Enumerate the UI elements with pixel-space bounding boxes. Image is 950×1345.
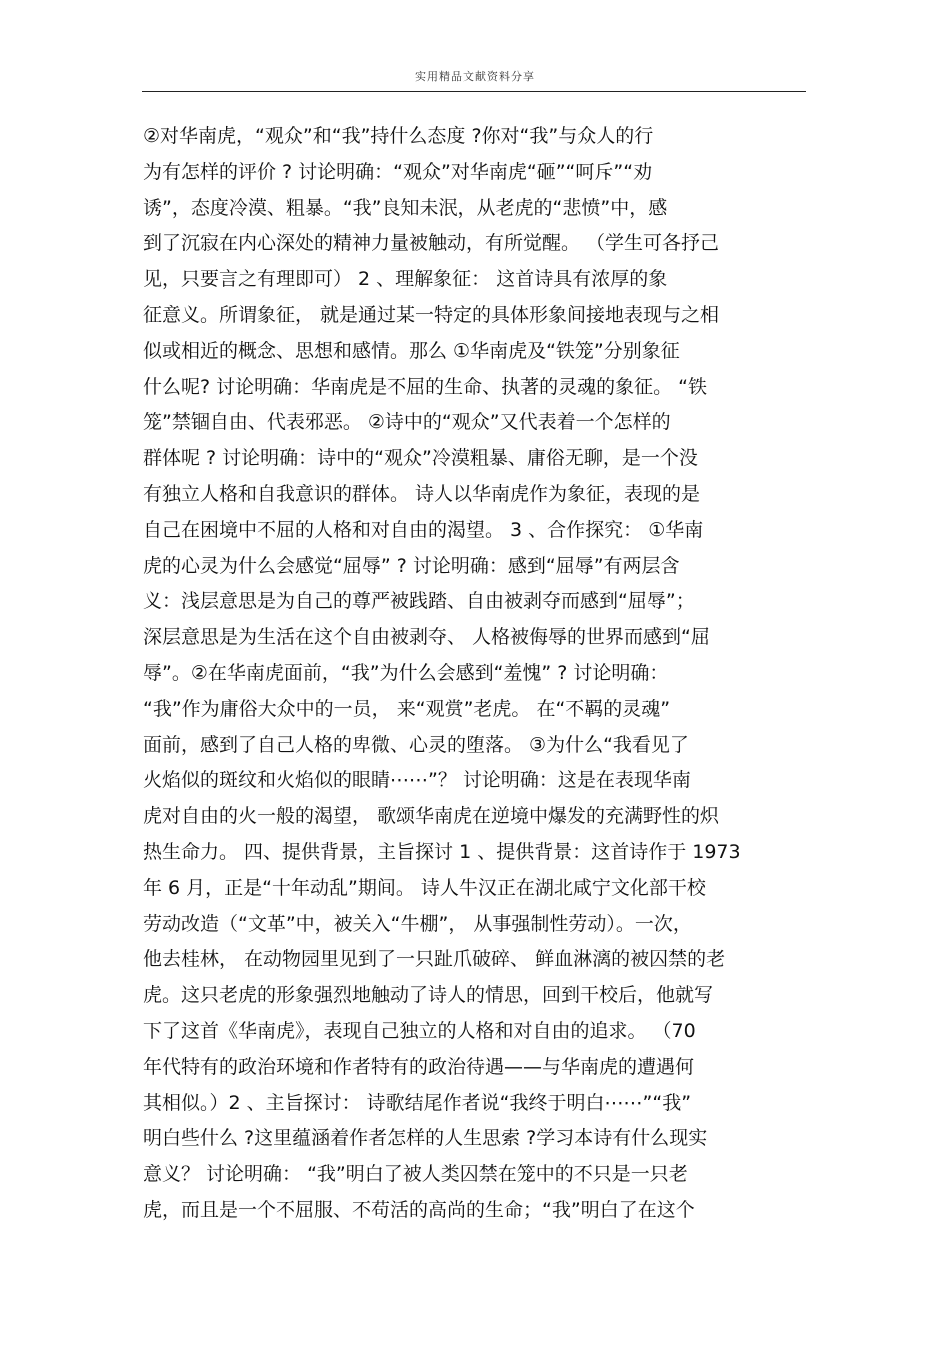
text-line: 他去桂林， 在动物园里见到了一只趾爪破碎、 鲜血淋漓的被囚禁的老 xyxy=(143,948,726,971)
text-line: 征意义。所谓象征， 就是通过某一特定的具体形象间接地表现与之相 xyxy=(143,303,720,326)
text-line: ②对华南虎，“观众”和“我”持什么态度 ?你对“我”与众人的行 xyxy=(143,125,654,147)
text-line: 什么呢? 讨论明确：华南虎是不屈的生命、执著的灵魂的象征。 “铁 xyxy=(143,375,708,398)
text-line: 意义？ 讨论明确： “我”明白了被人类囚禁在笼中的不只是一只老 xyxy=(143,1163,688,1186)
text-line: 笼”禁锢自由、代表邪恶。 ②诗中的“观众”又代表着一个怎样的 xyxy=(143,411,671,434)
text-line: 见，只要言之有理即可） 2 、理解象征： 这首诗具有浓厚的象 xyxy=(143,268,668,291)
text-line: 深层意思是为生活在这个自由被剥夺、 人格被侮辱的世界而感到“屈 xyxy=(143,626,710,649)
text-line: 义：浅层意思是为自己的尊严被践踏、自由被剥夺而感到“屈辱”； xyxy=(143,590,695,613)
header-divider xyxy=(142,91,806,92)
text-line: 年 6 月，正是“十年动乱”期间。 诗人牛汉正在湖北咸宁文化部干校 xyxy=(143,876,706,899)
text-line: 其相似。）2 、主旨探讨： 诗歌结尾作者说“我终于明白⋯⋯”“我” xyxy=(143,1091,692,1114)
text-line: 自己在困境中不屈的人格和对自由的渴望。 3 、合作探究： ①华南 xyxy=(143,518,704,541)
text-line: 为有怎样的评价 ? 讨论明确：“观众”对华南虎“砸”“呵斥”“劝 xyxy=(143,160,653,183)
text-line: 虎。这只老虎的形象强烈地触动了诗人的情思，回到干校后，他就写 xyxy=(143,984,714,1007)
text-line: 似或相近的概念、思想和感情。那么 ①华南虎及“铁笼”分别象征 xyxy=(143,339,680,362)
text-line: 到了沉寂在内心深处的精神力量被触动，有所觉醒。 （学生可各抒己 xyxy=(143,232,720,255)
text-line: 群体呢 ? 讨论明确：诗中的“观众”冷漠粗暴、庸俗无聊，是一个没 xyxy=(143,447,698,470)
text-line: 明白些什么 ?这里蕴涵着作者怎样的人生思索 ?学习本诗有什么现实 xyxy=(143,1127,708,1150)
text-line: 虎对自由的火一般的渴望， 歌颂华南虎在逆境中爆发的充满野性的炽 xyxy=(143,805,720,828)
text-line: 诱”，态度冷漠、粗暴。“我”良知未泯，从老虎的“悲愤”中，感 xyxy=(143,196,668,219)
text-line: 面前，感到了自己人格的卑微、心灵的堕落。 ③为什么“我看见了 xyxy=(143,733,689,756)
text-line: 虎的心灵为什么会感觉“屈辱” ? 讨论明确：感到“屈辱”有两层含 xyxy=(143,554,680,577)
text-line: 热生命力。 四、提供背景，主旨探讨 1 、提供背景：这首诗作于 1973 xyxy=(143,840,741,863)
text-line: 火焰似的斑纹和火焰似的眼睛⋯⋯”？ 讨论明确：这是在表现华南 xyxy=(143,769,691,792)
document-body xyxy=(143,119,823,1229)
text-line: 年代特有的政治环境和作者特有的政治待遇——与华南虎的遭遇何 xyxy=(143,1055,695,1078)
text-line: 下了这首《华南虎》，表现自己独立的人格和对自由的追求。 （70 xyxy=(143,1019,696,1042)
page-header: 实用精品文献资料分享 xyxy=(415,70,535,83)
text-line: 辱”。②在华南虎面前，“我”为什么会感到“羞愧” ? 讨论明确： xyxy=(143,661,669,684)
text-line: 虎，而且是一个不屈服、不苟活的高尚的生命；“我”明白了在这个 xyxy=(143,1198,695,1221)
text-line: 有独立人格和自我意识的群体。 诗人以华南虎作为象征，表现的是 xyxy=(143,482,701,505)
text-line: 劳动改造（“文革”中，被关入“牛棚”， 从事强制性劳动）。一次， xyxy=(143,912,692,935)
text-line: “我”作为庸俗大众中的一员， 来“观赏”老虎。 在“不羁的灵魂” xyxy=(143,697,671,720)
